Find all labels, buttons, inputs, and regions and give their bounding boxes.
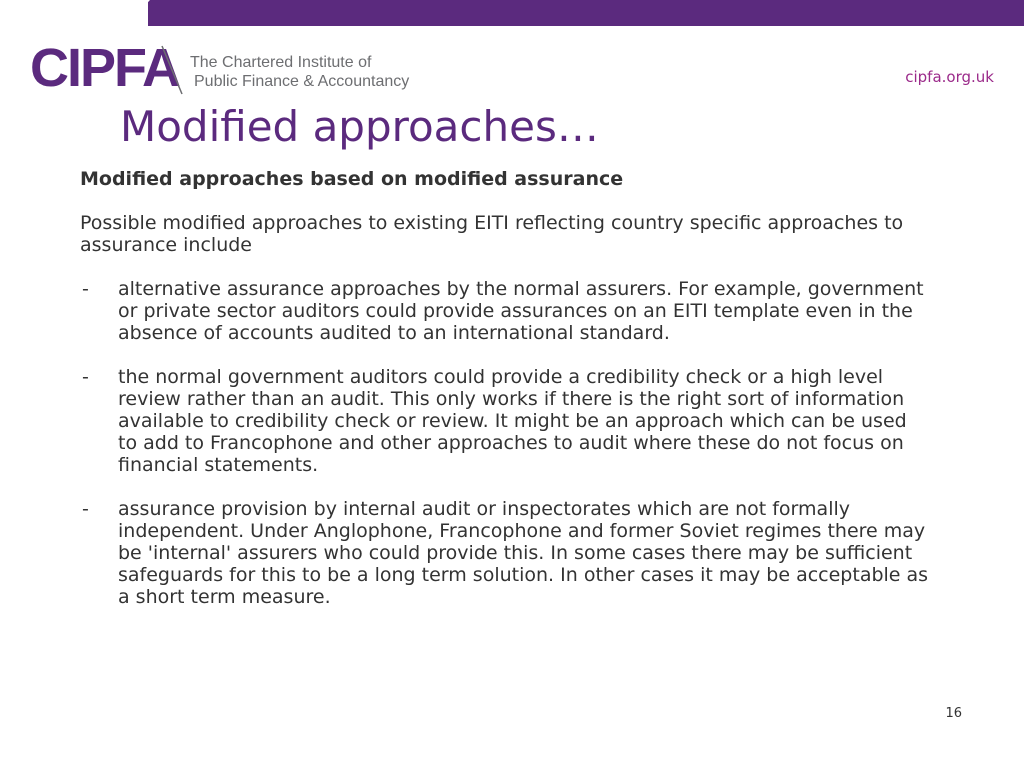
header-band-notch [126,0,150,26]
bullet-marker: - [82,498,89,520]
bullet-text: assurance provision by internal audit or inspectorates which are not formally independent. Under Anglophone, Francophone and former Soviet regimes there may be 'internal' assurers who could provide this. In some cases there may be sufficient safeguards for this to be a long term solution. In other cases it may be acceptable as a short term measure. [118,498,929,608]
bullet-text: alternative assurance approaches by the normal assurers. For example, government or private sector auditors could provide assurances on an EITI template even in the absence of accounts audited to an international standard. [118,278,924,344]
bullet-item [80,366,930,476]
logo-divider-icon [160,44,186,96]
bullet-text: the normal government auditors could provide a credibility check or a high level review rather than an audit. This only works if there is the right sort of information available to credibility check or review. It might be an approach which can be used to add to Francophone and other approaches to audit where these do not focus on financial statements. [118,366,907,476]
slide-body [80,168,930,630]
header-band [148,0,1024,26]
bullet-item [80,498,930,608]
bullet-item [80,278,930,344]
bullet-list [80,278,930,608]
slide-intro: Possible modified approaches to existing EITI reflecting country specific approaches to assurance include [80,212,904,256]
bullet-marker: - [82,366,89,388]
site-url: cipfa.org.uk [905,68,994,86]
logo-org-line-2: Public Finance & Accountancy [194,73,410,90]
logo-org-line-1: The Chartered Institute of [190,54,372,71]
page-number: 16 [945,706,962,721]
slide-title: Modified approaches… [120,102,599,151]
bullet-marker: - [82,278,89,300]
slide-subheading: Modified approaches based on modified assurance [80,168,624,190]
logo-wordmark: CIPFA [30,38,180,98]
